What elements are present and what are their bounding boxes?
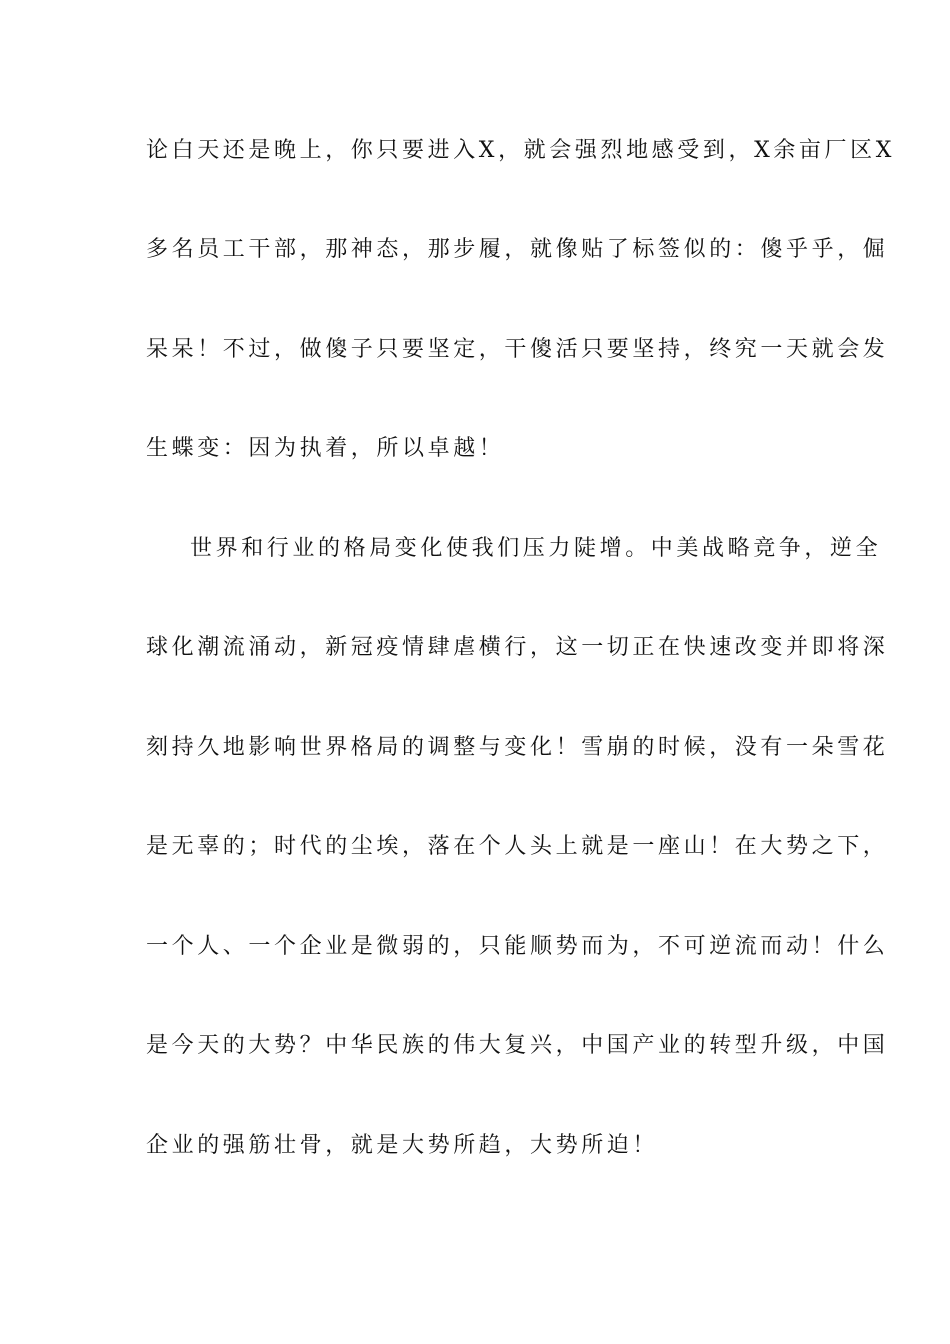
text-line: 一个人、一个企业是微弱的，只能顺势而为，不可逆流而动！什么 (146, 934, 889, 959)
text-line: 论白天还是晚上，你只要进入X，就会强烈地感受到，X余亩厂区X (146, 138, 895, 163)
text-line: 是无辜的；时代的尘埃，落在个人头上就是一座山！在大势之下， (146, 834, 889, 859)
text-line: 生蝶变：因为执着，所以卓越！ (146, 436, 505, 461)
text-line: 呆呆！不过，做傻子只要坚定，干傻活只要坚持，终究一天就会发 (146, 337, 889, 362)
text-line: 球化潮流涌动，新冠疫情肆虐横行，这一切正在快速改变并即将深 (146, 635, 889, 660)
text-line: 企业的强筋壮骨，就是大势所趋，大势所迫！ (146, 1133, 659, 1158)
text-line: 是今天的大势？中华民族的伟大复兴，中国产业的转型升级，中国 (146, 1033, 889, 1058)
text-line: 多名员工干部，那神态，那步履，就像贴了标签似的：傻乎乎，倔 (146, 237, 889, 262)
text-line: 刻持久地影响世界格局的调整与变化！雪崩的时候，没有一朵雪花 (146, 735, 889, 760)
text-line: 世界和行业的格局变化使我们压力陡增。中美战略竞争，逆全 (190, 536, 882, 561)
